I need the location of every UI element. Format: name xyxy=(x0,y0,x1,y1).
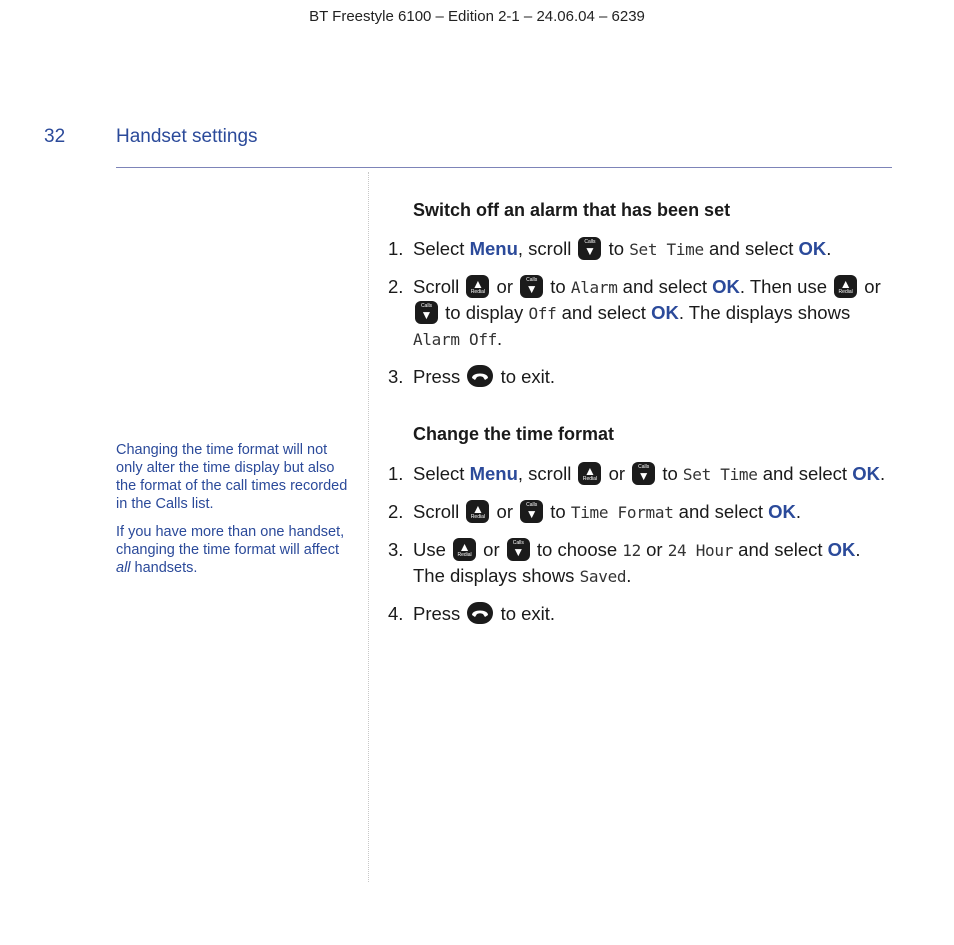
note-text: If you have more than one handset, changing the time format will affect xyxy=(116,524,345,558)
step-text: . xyxy=(879,463,886,484)
menu-keyword: Menu xyxy=(469,238,518,259)
step-text: or xyxy=(859,276,881,297)
key-label: Redial xyxy=(838,289,853,295)
key-label: Calls xyxy=(420,303,433,309)
step-text: to exit. xyxy=(495,366,556,387)
note-emphasis: all xyxy=(116,560,131,576)
menu-keyword: Menu xyxy=(469,463,518,484)
ok-keyword: OK xyxy=(827,539,856,560)
sidebar-notes xyxy=(116,441,356,587)
ok-keyword: OK xyxy=(798,238,827,259)
redial-up-key-icon xyxy=(834,275,857,298)
key-arrow: ▼ xyxy=(637,469,650,483)
step-text: Select xyxy=(413,238,470,259)
calls-down-key-icon xyxy=(415,301,438,324)
step-text: . xyxy=(497,328,503,349)
key-label: Calls xyxy=(638,464,650,470)
redial-up-key-icon xyxy=(578,462,601,485)
sub-heading-time-format: Change the time format xyxy=(413,424,615,444)
calls-down-key-icon xyxy=(578,237,601,260)
header-rule xyxy=(116,167,892,168)
step-text: to xyxy=(657,463,683,484)
key-arrow: ▼ xyxy=(420,308,433,322)
step-text: or xyxy=(603,463,631,484)
sidebar-note xyxy=(116,523,356,577)
display-text: Time Format xyxy=(570,503,674,522)
calls-down-key-icon xyxy=(507,538,530,561)
step-text: or xyxy=(491,501,519,522)
step-text: , scroll xyxy=(517,238,577,259)
step-text: Select xyxy=(413,463,470,484)
redial-up-key-icon xyxy=(466,275,489,298)
sub-heading-alarm-off: Switch off an alarm that has been set xyxy=(413,200,731,220)
key-label: Redial xyxy=(457,552,472,558)
step-text: to xyxy=(545,276,571,297)
step-text: and select xyxy=(733,539,828,560)
step-text: and select xyxy=(757,463,853,484)
display-text: Off xyxy=(528,304,557,323)
step-text: Press xyxy=(413,603,466,624)
step-item xyxy=(388,364,888,389)
step-number: 3. xyxy=(388,366,404,387)
step-text: Press xyxy=(413,366,466,387)
key-arrow: ▼ xyxy=(512,545,525,559)
step-text: and select xyxy=(617,276,713,297)
step-text: and select xyxy=(556,302,652,323)
end-call-key-icon xyxy=(467,365,493,387)
step-number: 1. xyxy=(388,463,404,484)
step-number: 3. xyxy=(388,539,404,560)
redial-up-key-icon xyxy=(453,538,476,561)
step-text: and select xyxy=(703,238,799,259)
key-label: Redial xyxy=(470,289,485,295)
section-title: Handset settings xyxy=(116,126,258,147)
step-item xyxy=(388,461,888,487)
sidebar-note: Changing the time format will not only alter the time display but also the format of the call times recorded in the Calls list. xyxy=(116,442,348,512)
header-line: BT Freestyle 6100 – Edition 2-1 – 24.06.04 – 6239 xyxy=(309,8,645,25)
step-text: Use xyxy=(413,539,452,560)
step-text: . xyxy=(626,565,632,586)
key-arrow: ▲ xyxy=(584,464,596,478)
step-item xyxy=(388,601,888,626)
redial-up-key-icon xyxy=(466,500,489,523)
ok-keyword: OK xyxy=(712,276,740,297)
calls-down-key-icon xyxy=(520,500,543,523)
step-text: Scroll xyxy=(413,276,465,297)
alarm-off-steps xyxy=(388,236,888,401)
key-label: Calls xyxy=(526,502,538,508)
ok-keyword: OK xyxy=(768,501,796,522)
step-text: and select xyxy=(673,501,769,522)
key-arrow: ▼ xyxy=(525,282,538,296)
step-text: to xyxy=(603,238,630,259)
time-format-steps xyxy=(388,461,888,638)
display-text: 24 Hour xyxy=(667,541,734,560)
step-number: 2. xyxy=(388,276,404,297)
note-text: handsets. xyxy=(130,560,198,576)
step-text: Scroll xyxy=(413,501,465,522)
step-text: . xyxy=(795,501,802,522)
step-text: . The displays shows xyxy=(678,302,851,323)
key-arrow: ▲ xyxy=(471,502,484,516)
display-text: Alarm Off xyxy=(413,330,497,349)
key-label: Redial xyxy=(470,514,485,520)
column-divider xyxy=(368,172,369,882)
display-text: 12 xyxy=(622,541,641,560)
step-number: 1. xyxy=(388,238,404,259)
step-item xyxy=(388,537,888,589)
key-arrow: ▲ xyxy=(471,277,484,291)
key-arrow: ▼ xyxy=(525,507,538,521)
step-item xyxy=(388,274,888,352)
display-text: Set Time xyxy=(629,240,704,259)
step-text: or xyxy=(640,539,668,560)
step-number: 4. xyxy=(388,603,404,624)
calls-down-key-icon xyxy=(520,275,543,298)
step-text: . The displays shows xyxy=(413,539,861,586)
key-label: Calls xyxy=(512,540,524,546)
page-number: 32 xyxy=(44,126,66,147)
step-item xyxy=(388,499,888,525)
key-arrow: ▲ xyxy=(458,540,471,554)
key-arrow: ▲ xyxy=(839,277,852,291)
key-label: Calls xyxy=(526,277,538,283)
step-text: , scroll xyxy=(517,463,577,484)
ok-keyword: OK xyxy=(852,463,880,484)
step-text: to choose xyxy=(531,539,623,560)
end-call-key-icon xyxy=(467,602,493,624)
step-text: to display xyxy=(440,302,529,323)
step-item xyxy=(388,236,888,262)
step-text: to exit. xyxy=(495,603,556,624)
step-text: . Then use xyxy=(739,276,833,297)
step-text: . xyxy=(826,238,832,259)
calls-down-key-icon xyxy=(632,462,655,485)
display-text: Set Time xyxy=(682,465,758,484)
step-text: to xyxy=(545,501,571,522)
ok-keyword: OK xyxy=(651,302,679,323)
step-text: or xyxy=(491,276,519,297)
display-text: Saved xyxy=(579,567,627,586)
step-text: or xyxy=(478,539,505,560)
key-label: Redial xyxy=(582,476,598,482)
key-arrow: ▼ xyxy=(584,244,596,258)
step-number: 2. xyxy=(388,501,404,522)
key-label: Calls xyxy=(584,239,596,245)
display-text: Alarm xyxy=(570,278,618,297)
